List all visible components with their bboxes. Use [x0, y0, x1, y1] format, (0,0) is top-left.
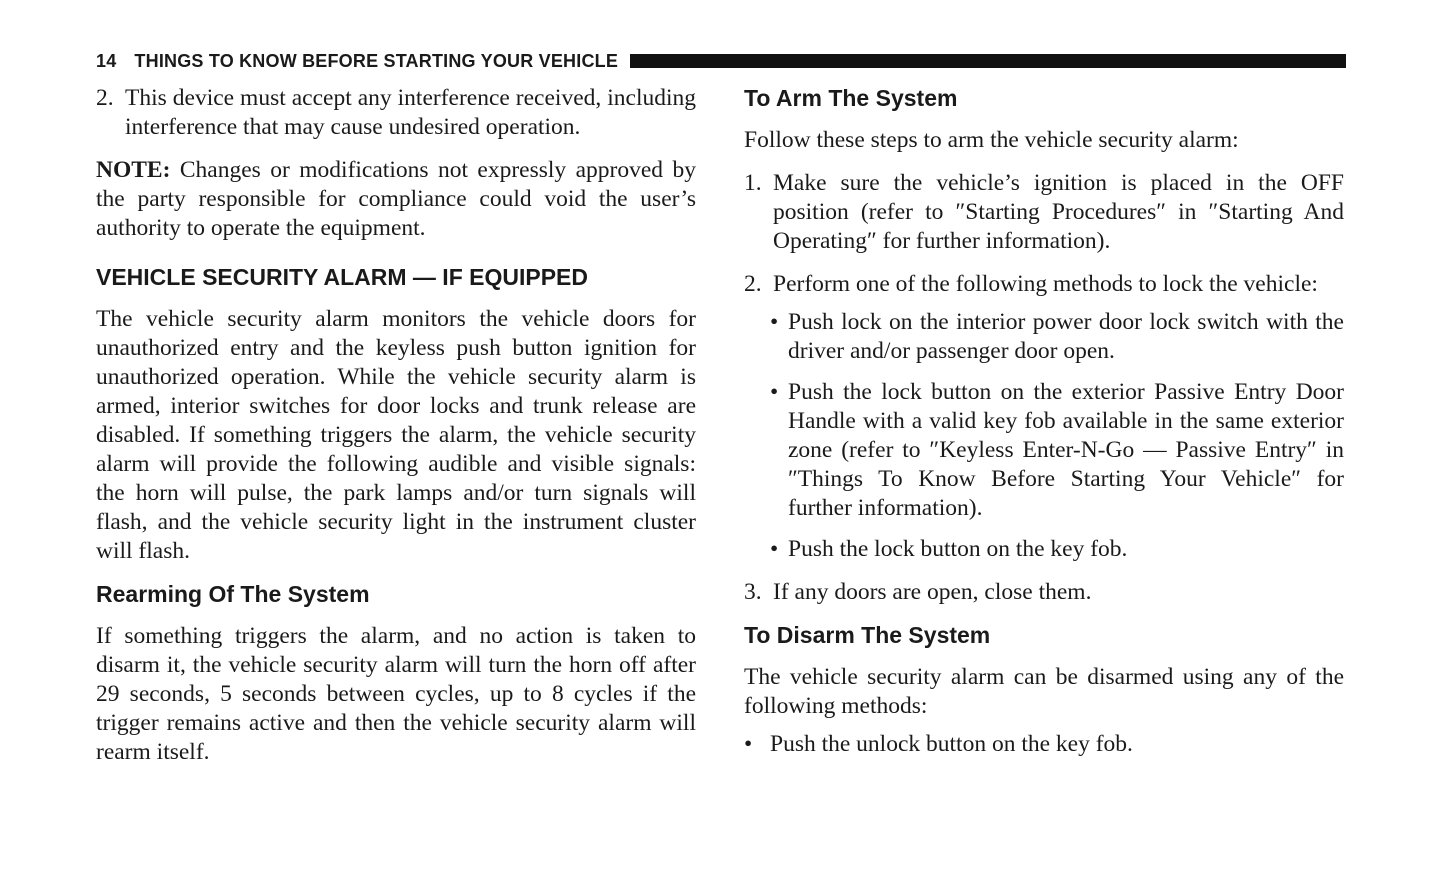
step-number: 1.: [744, 170, 762, 196]
page-header: [96, 50, 1346, 72]
note-paragraph: [96, 156, 696, 243]
arm-intro: Follow these steps to arm the vehicle security alarm:: [744, 127, 1239, 153]
step-1: [744, 169, 1344, 256]
page-number: 14: [96, 50, 117, 71]
bullet-item: [770, 378, 1344, 523]
list-item-2: [96, 84, 696, 142]
disarm-heading: To Disarm The System: [744, 622, 991, 648]
step-3: [744, 578, 1344, 607]
alarm-paragraph: The vehicle security alarm monitors the vehicle doors for unauthorized entry and the keyless push button ignition for unauthorized operation. While the vehicle security alarm is armed, interior switches for door locks and trunk release are disabled. If something triggers the alarm, the vehicle security alarm will provide the following audible and visible signals: the horn will pulse, the park lamps and/or turn signals will flash, and the vehicle security light in the instrument cluster will flash.: [96, 306, 696, 564]
bullet-icon: •: [770, 536, 779, 562]
bullet-icon: •: [770, 309, 779, 335]
rearm-paragraph: If something triggers the alarm, and no action is taken to disarm it, the vehicle security alarm will turn the horn off after 29 seconds, 5 seconds between cycles, up to 8 cycles if the trigger remains active and then the vehicle security alarm will rearm itself.: [96, 623, 696, 765]
step-2: [744, 270, 1344, 299]
step-number: 3.: [744, 579, 762, 605]
bullet-icon: •: [744, 731, 753, 757]
right-column: [744, 84, 1344, 759]
note-text: Changes or modifications not expressly approved by the party responsible for compliance could void the user’s authority to operate the equipment.: [96, 157, 696, 241]
bullet-item: [744, 730, 1344, 759]
left-column: [96, 84, 696, 767]
bullet-item: [770, 308, 1344, 366]
rearm-heading: Rearming Of The System: [96, 581, 370, 607]
bullet-text: Push the lock button on the exterior Passive Entry Door Handle with a valid key fob available in the same exterior zone (refer to ″Keyless Enter-N-Go — Passive Entry″ in ″Things To Know Before Starting Your Vehicle″ for further information).: [788, 379, 1344, 521]
disarm-intro: The vehicle security alarm can be disarmed using any of the following methods:: [744, 664, 1344, 719]
note-label: NOTE:: [96, 157, 171, 183]
bullet-text: Push lock on the interior power door lock switch with the driver and/or passenger door open.: [788, 309, 1344, 364]
step-number: 2.: [744, 271, 762, 297]
section-title: THINGS TO KNOW BEFORE STARTING YOUR VEHICLE: [134, 50, 619, 71]
step-text: If any doors are open, close them.: [773, 579, 1092, 605]
bullet-text: Push the lock button on the key fob.: [788, 536, 1128, 562]
arm-heading: To Arm The System: [744, 85, 958, 111]
bullet-icon: •: [770, 379, 779, 405]
header-text: [96, 51, 618, 72]
step-text: Make sure the vehicle’s ignition is placed in the OFF position (refer to ″Starting Procedures″ in ″Starting And Operating″ for further information).: [773, 170, 1344, 254]
bullet-text: Push the unlock button on the key fob.: [770, 731, 1133, 757]
alarm-heading: VEHICLE SECURITY ALARM — IF EQUIPPED: [96, 264, 588, 290]
list-number: 2.: [96, 85, 114, 111]
bullet-item: [770, 535, 1344, 564]
header-rule: [630, 54, 1346, 68]
list-text: This device must accept any interference received, including interference that may cause undesired operation.: [125, 85, 696, 140]
step-text: Perform one of the following methods to lock the vehicle:: [773, 271, 1318, 297]
